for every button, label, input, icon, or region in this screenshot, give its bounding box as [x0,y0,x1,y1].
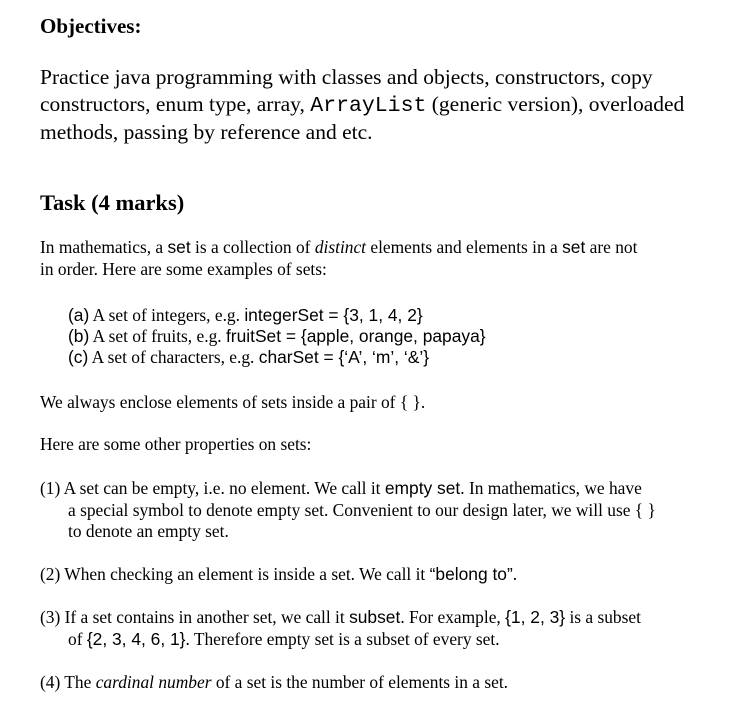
example-b [68,326,486,348]
property-1 [40,478,706,543]
def-distinct: distinct [314,237,367,257]
prop3-text-b: . For example, [400,607,506,627]
example-a-text: A set of integers, e.g. [89,305,245,325]
properties-intro: Here are some other properties on sets: [40,434,312,454]
def-text-3: elements and elements in a [366,237,563,257]
prop1-term: empty set [384,478,461,498]
example-a [68,305,423,327]
objectives-paragraph [40,64,706,146]
prop3-text-e: . Therefore empty set is a subset of every set. [185,628,500,649]
prop4-text-b: of a set is the number of elements in a set. [211,672,508,692]
prop1-text-a: (1) A set can be empty, i.e. no element. We call it [40,478,385,498]
objectives-line-1: Practice java programming with classes and objects, constructors, copy [40,65,653,89]
def-text-5: in order. Here are some examples of sets: [40,258,327,279]
property-3 [40,607,706,650]
objectives-line-3: methods, passing by reference and etc. [40,120,373,144]
example-a-prefix: (a) [68,305,90,325]
prop3-text-a: (3) If a set contains in another set, we call it [40,607,350,627]
prop1-text-d: to denote an empty set. [68,521,229,541]
prop3-term: subset [349,607,401,627]
prop3-set-1: {1, 2, 3} [505,607,566,627]
prop3-set-2: {2, 3, 4, 6, 1} [86,628,186,649]
def-term-set-1: set [167,237,191,257]
prop2-term: “belong to” [429,564,513,584]
property-4 [40,672,706,694]
example-a-expr: integerSet = {3, 1, 4, 2} [244,305,423,325]
def-text-4: are not [585,237,638,257]
def-text-1: In mathematics, a [40,237,168,257]
set-definition-paragraph [40,237,706,280]
example-b-prefix: (b) [68,326,90,346]
example-b-expr: fruitSet = {apple, orange, papaya} [225,326,486,346]
objectives-line-2b: (generic version), overloaded [426,91,685,116]
objectives-heading: Objectives: [40,14,142,38]
prop3-text-c: is a subset [565,607,641,627]
def-term-set-2: set [562,237,586,257]
prop2-text-b: . [512,564,518,584]
enclose-paragraph: We always enclose elements of sets inside a pair of { }. [40,392,426,412]
example-c [68,347,429,369]
prop4-term: cardinal number [95,672,212,692]
prop4-text-a: (4) The [40,672,96,692]
prop2-text-a: (2) When checking an element is inside a set. We call it [40,564,430,584]
example-b-text: A set of fruits, e.g. [89,326,226,346]
example-c-expr: charSet = {‘A’, ‘m’, ‘&’} [258,347,430,367]
arraylist-code: ArrayList [310,93,427,118]
prop1-text-c: a special symbol to denote empty set. Convenient to our design later, we will use { } [68,499,656,520]
example-c-text: A set of characters, e.g. [88,347,259,367]
def-text-2: is a collection of [190,237,315,257]
task-heading: Task (4 marks) [40,190,185,215]
property-2 [40,564,706,586]
prop3-text-d: of [68,628,87,649]
prop1-text-b: . In mathematics, we have [460,478,642,498]
example-c-prefix: (c) [68,347,89,367]
objectives-line-2a: constructors, enum type, array, [40,91,311,116]
